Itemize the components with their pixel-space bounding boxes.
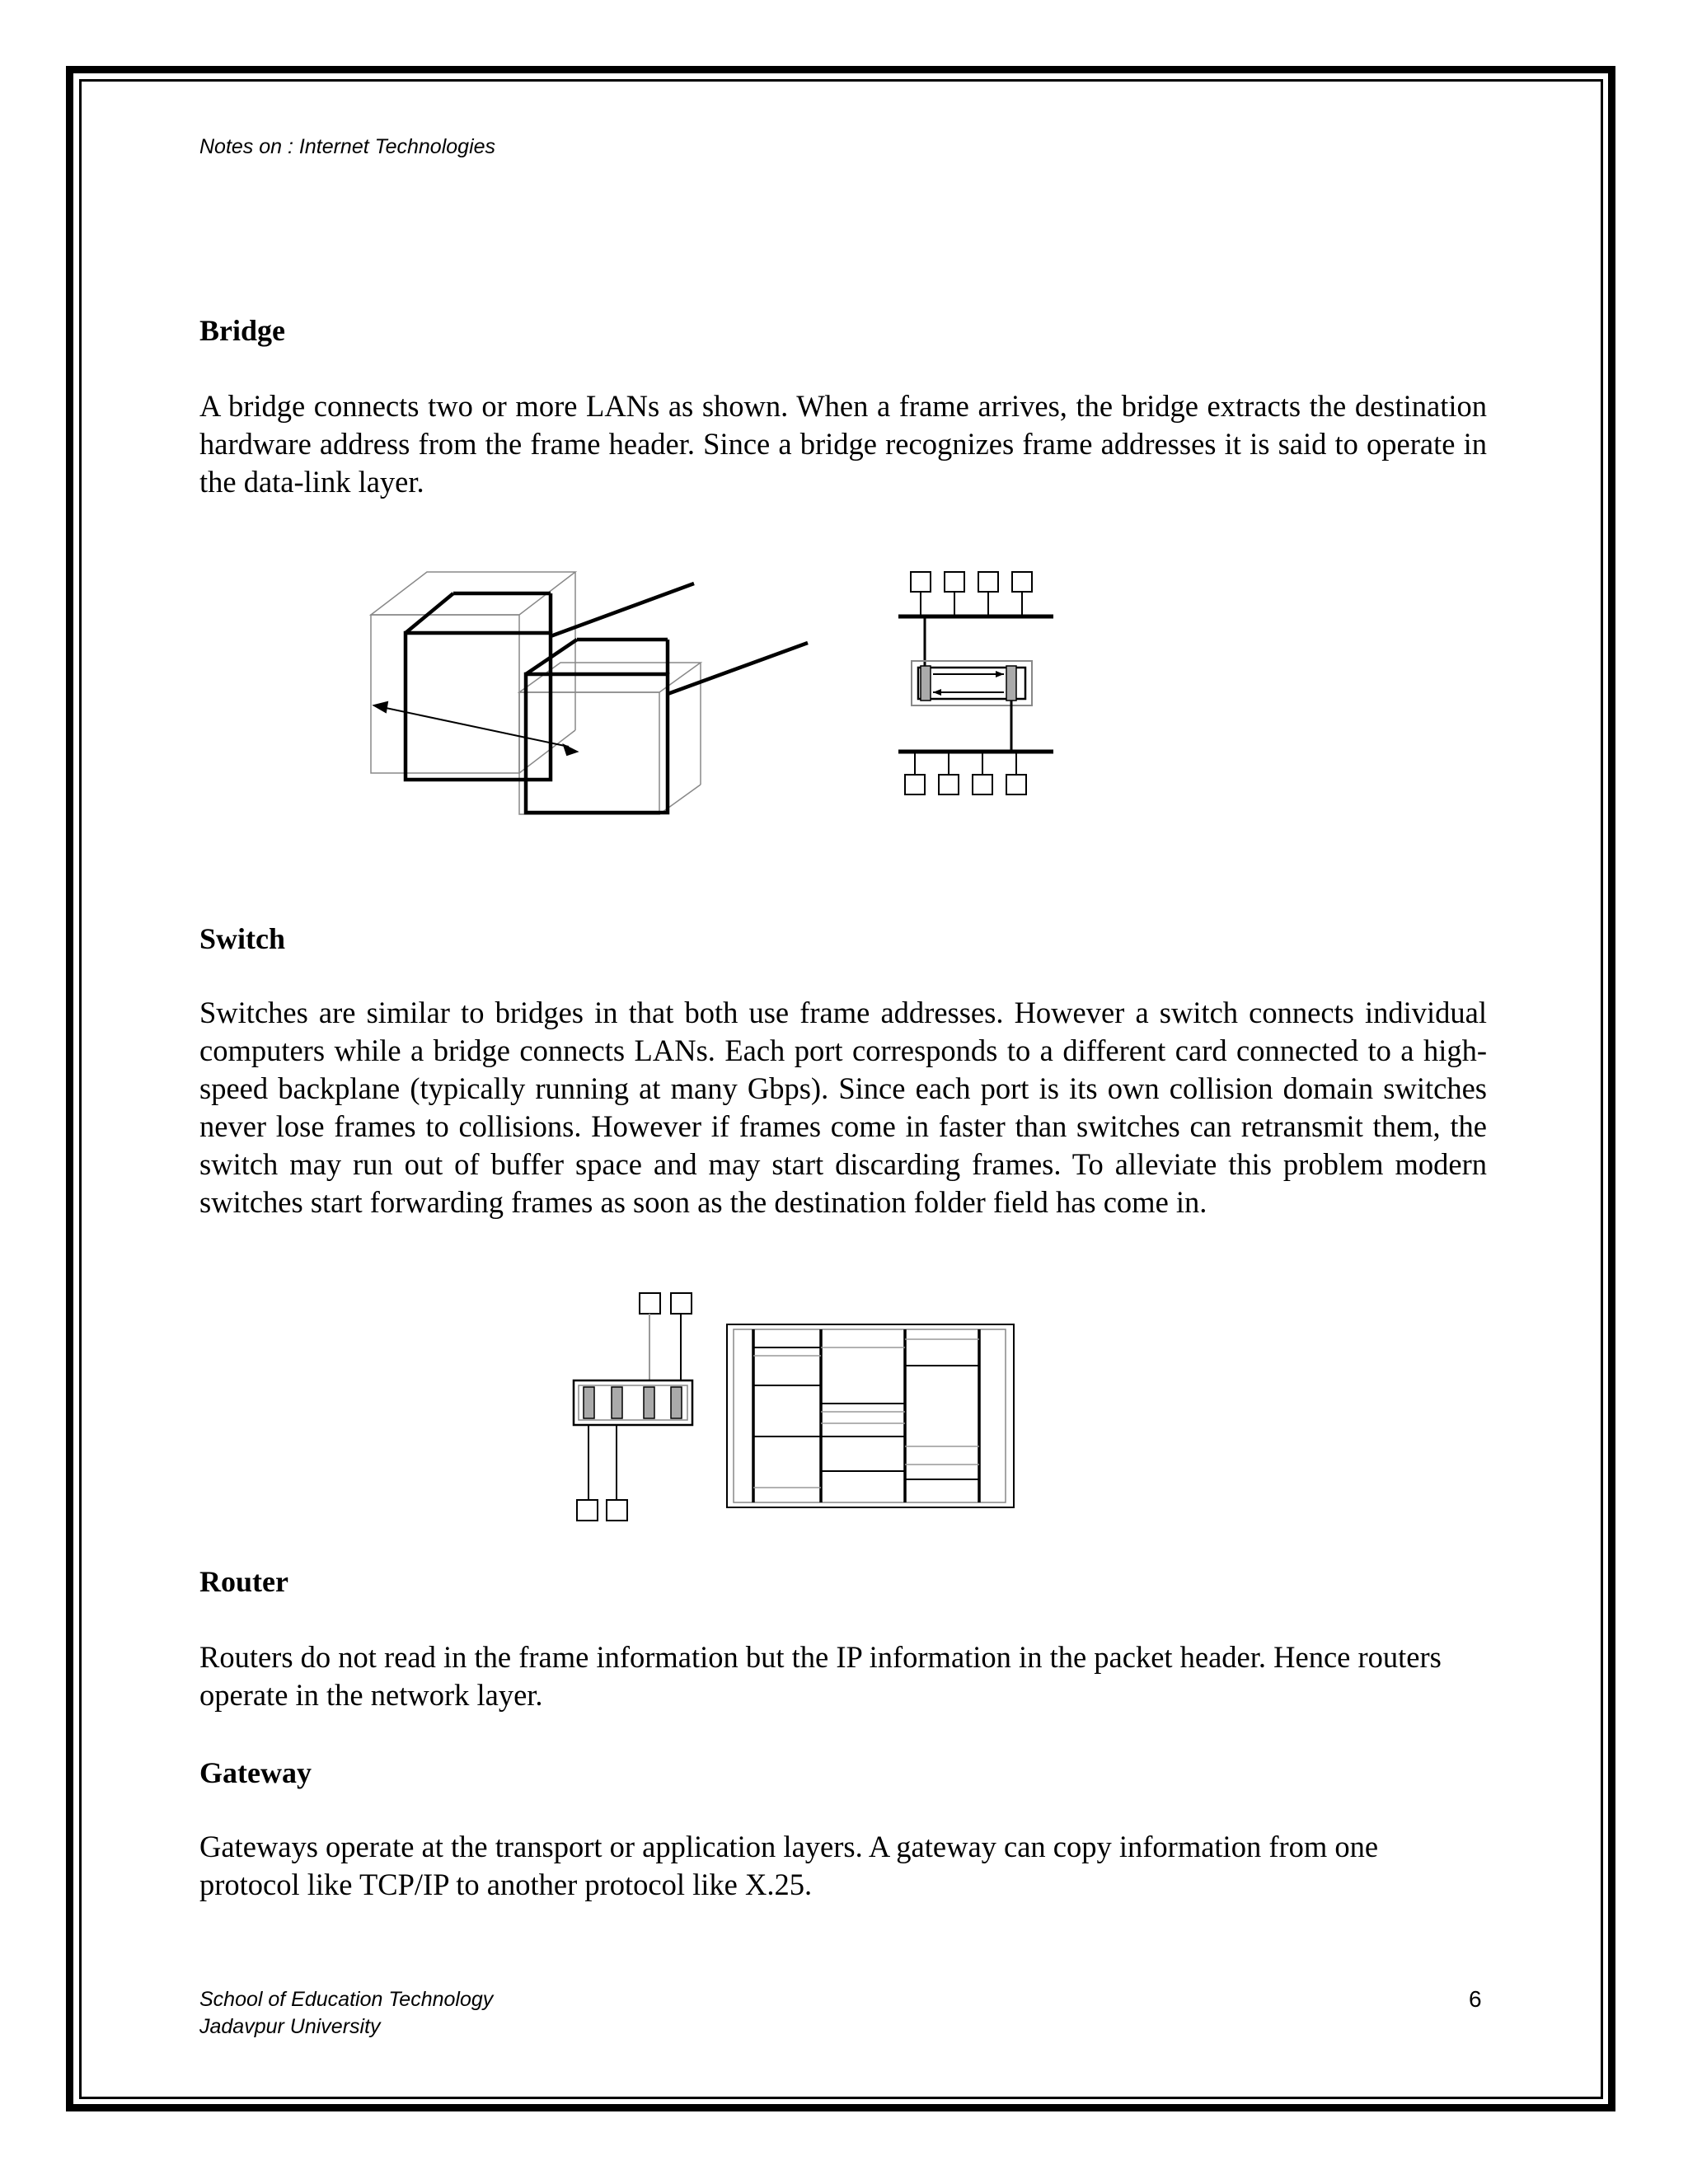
gateway-paragraph: Gateways operate at the transport or application layers. A gateway can copy information from one protocol like TCP/IP to another protocol like X.25.: [199, 1830, 1379, 1901]
gateway-heading: Gateway: [199, 1756, 312, 1789]
router-heading: Router: [199, 1565, 288, 1598]
bridge-heading: Bridge: [199, 314, 285, 347]
bridge-3d-diagram: [363, 560, 824, 832]
switch-paragraph: Switches are similar to bridges in that both use frame addresses. However a switch connects individual computers while a bridge connects LANs. Each port corresponds to a different card connected to a high-speed backplane (typically running at many Gbps). Since each port is its own collision domain switches never lose frames to collisions. However if frames come in faster than switches can retransmit them, the switch may run out of buffer space and may start discarding frames. To alleviate this problem modern switches start forwarding frames as soon as the destination folder field has come in.: [199, 996, 1487, 1219]
page-number: 6: [1469, 1986, 1482, 2012]
router-paragraph: Routers do not read in the frame information but the IP information in the packet header. Hence routers operate in the network layer.: [199, 1640, 1442, 1712]
switch-port-diagram: [569, 1290, 701, 1525]
switch-backplane-diagram: [725, 1323, 1018, 1512]
running-header: Notes on : Internet Technologies: [199, 135, 496, 158]
page-footer: [199, 1986, 493, 2041]
bridge-paragraph: A bridge connects two or more LANs as shown. When a frame arrives, the bridge extracts the destination hardware address from the frame header. Since a bridge recognizes frame addresses it is said to operate in the data-link layer.: [199, 389, 1487, 499]
bridge-lan-schematic: [890, 569, 1055, 808]
footer-university: Jadavpur University: [199, 2015, 381, 2038]
switch-heading: Switch: [199, 922, 286, 955]
footer-school: School of Education Technology: [199, 1988, 494, 2011]
